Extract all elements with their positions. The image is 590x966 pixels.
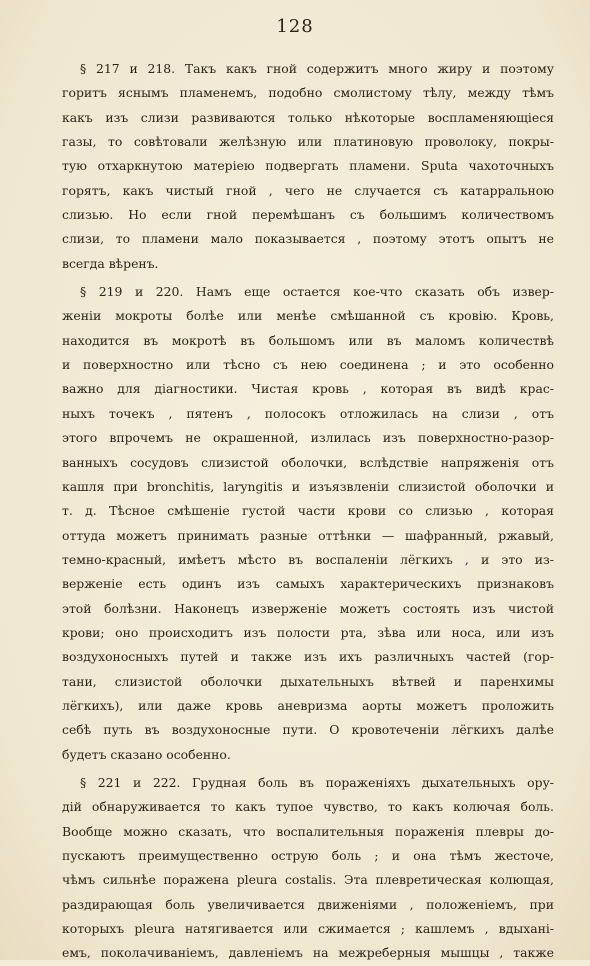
text-line: крови; оно происходитъ изъ полости рта, зѣва или носа, или изъ	[62, 624, 554, 640]
text-line: будетъ сказано особенно.	[62, 746, 231, 762]
text-line: женiи мокроты болѣе или менѣе смѣшанной съ кровiю. Кровь,	[62, 308, 554, 324]
text-line: лёгкихъ), или даже кровь аневризма аорты можетъ проложить	[62, 697, 554, 713]
paragraph	[62, 280, 554, 767]
text-line: тани, слизистой оболочки дыхательныхъ вѣтвей и паренхимы	[62, 673, 554, 689]
text-line: и поверхностно или тѣсно съ нею соединена ; и это особенно	[62, 357, 554, 373]
text-line: кашля при bronchitis, laryngitis и изъязвленiи слизистой оболочки и	[62, 478, 554, 494]
text-line: емъ, поколачиванiемъ, давленiемъ на межреберныя мышцы , также	[62, 945, 554, 961]
text-line: § 221 и 222. Грудная боль въ пораженiяхъ дыхательныхъ ору-	[80, 774, 554, 790]
text-line: оттуда можетъ принимать разные оттѣнки — шафранный, ржавый,	[62, 527, 554, 543]
text-line: чѣмъ сильнѣе поражена pleura costalis. Эта плевретическая колющая,	[62, 872, 554, 888]
text-line: § 219 и 220. Намъ еще остается кое-что сказать объ извер-	[80, 284, 554, 300]
text-line: газы, то совѣтовали желѣзную или платиновую проволоку, покры-	[62, 134, 554, 150]
text-line: § 217 и 218. Такъ какъ гной содержитъ много жиру и поэтому	[80, 61, 554, 76]
text-line: находится въ мокротѣ въ большомъ или въ маломъ количествѣ	[62, 332, 554, 348]
text-line: дiй обнаруживается то какъ тупое чувство, то какъ колючая боль.	[62, 799, 554, 815]
text-line: горитъ яснымъ пламенемъ, подобно смолистому тѣлу, между тѣмъ	[62, 85, 554, 101]
body-text	[62, 57, 554, 966]
text-line: важно для дiагностики. Чистая кровь , которая въ видѣ крас-	[62, 381, 554, 397]
page-number: 128	[276, 16, 314, 37]
text-line: воздухоносныхъ путей и также изъ ихъ различныхъ частей (гор-	[62, 649, 554, 665]
text-line: ныхъ точекъ , пятенъ , полосокъ отложилась на слизи , отъ	[62, 405, 554, 421]
text-line: раздирающая боль увеличивается движенiями , положенiемъ, при	[62, 896, 554, 912]
text-line: темно-красный, имѣетъ мѣсто въ воспаленiи лёгкихъ , и это из-	[62, 551, 554, 567]
text-line: слизью. Но если гной перемѣшанъ съ большимъ количествомъ	[62, 207, 554, 223]
text-line: т. д. Тѣсное смѣшенiе густой части крови со слизью , которая	[62, 503, 554, 519]
text-line: этого впрочемъ не окрашенной, излилась изъ поверхностно-разор-	[62, 430, 554, 446]
text-line: Вообще можно сказать, что воспалительныя пораженiя плевры до-	[62, 823, 554, 839]
text-line: пускаютъ преимущественно острую боль ; и она тѣмъ жесточе,	[62, 848, 554, 863]
text-line: какъ изъ слизи развиваются только нѣкоторые воспламеняющiеся	[62, 109, 554, 125]
text-line: слизи, то пламени мало показывается , поэтому этотъ опытъ не	[62, 231, 554, 247]
paragraph	[62, 771, 554, 966]
text-line: верженiе есть одинъ изъ самыхъ характерическихъ признаковъ	[62, 576, 554, 592]
text-line: ванныхъ сосудовъ слизистой оболочки, вслѣдствiе напряженiя отъ	[62, 454, 554, 470]
text-line: тую отхаркнутою матерiею подвергать пламени. Sputa чахоточныхъ	[62, 158, 554, 174]
text-line: горятъ, какъ чистый гной , чего не случается съ катарральною	[62, 182, 554, 198]
text-line: себѣ путь въ воздухоносные пути. О кровотеченiи лёгкихъ далѣе	[62, 722, 554, 738]
text-line: всегда вѣренъ.	[62, 255, 159, 271]
paragraph	[62, 57, 554, 276]
text-line: которыхъ pleura натягивается или сжимается ; кашлемъ , вдыханi-	[62, 921, 554, 937]
text-line: этой болѣзни. Наконецъ изверженiе можетъ состоять изъ чистой	[62, 600, 554, 616]
